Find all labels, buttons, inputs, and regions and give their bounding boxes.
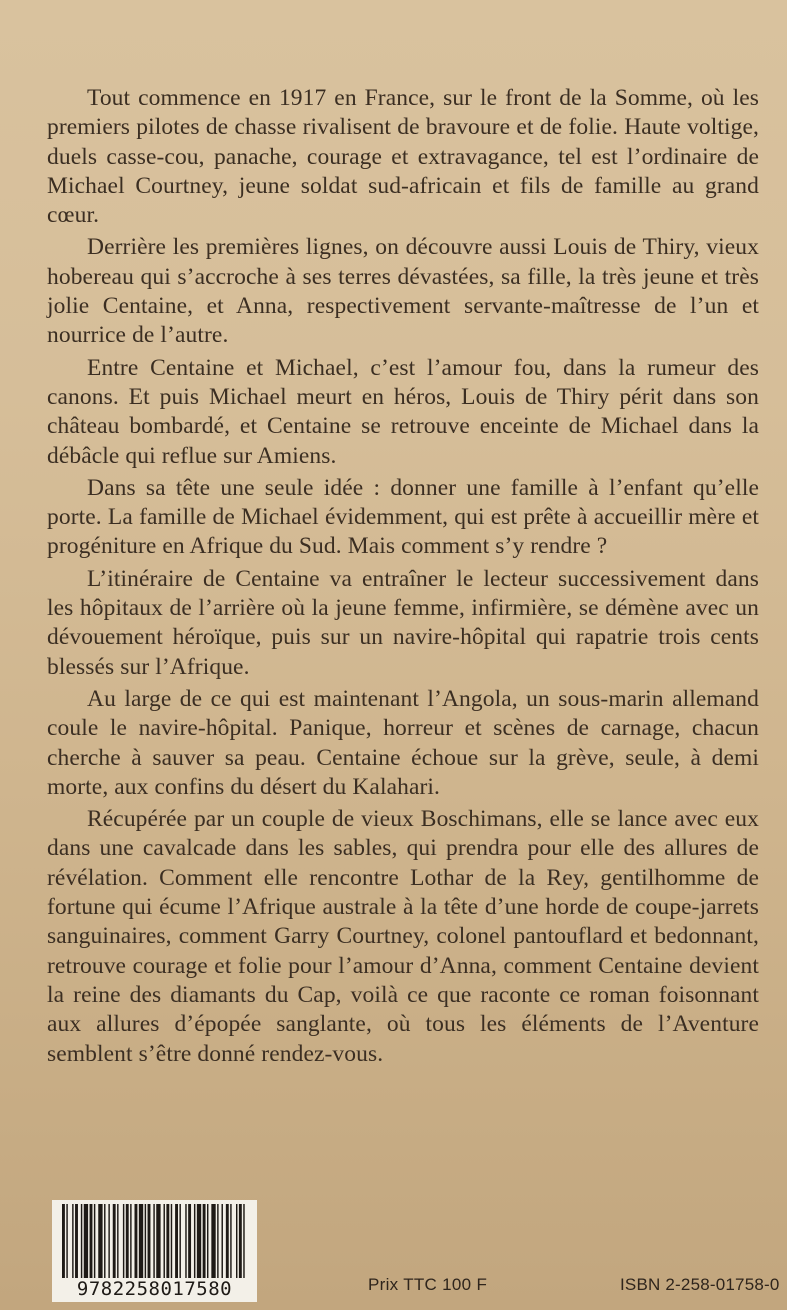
- barcode-bar: [135, 1204, 138, 1278]
- blurb-text: [47, 84, 759, 1072]
- price-label: Prix TTC 100 F: [368, 1275, 488, 1294]
- barcode-bars: [52, 1200, 257, 1280]
- blurb-paragraph-2: Derrière les premières lignes, on découvre aussi Louis de Thiry, vieux hobereau qui s’accroche à ses terres dévastées, sa fille, la très jeune et très jolie Centaine, et Anna, respectivement servante-maîtresse de l’un et nourrice de l’autre.: [47, 234, 759, 349]
- barcode-bar: [130, 1204, 131, 1278]
- barcode-bar: [156, 1204, 160, 1278]
- barcode-bar: [226, 1204, 229, 1278]
- barcode-bar: [243, 1204, 244, 1278]
- barcode-bar: [188, 1204, 191, 1278]
- blurb-paragraph-3: Entre Centaine et Michael, c’est l’amour fou, dans la rumeur des canons. Et puis Michael meurt en héros, Louis de Thiry périt dans son château bombardé, et Centaine se retrouve enceinte de Michael dans la débâcle qui reflue sur Amiens.: [47, 354, 759, 469]
- barcode-bar: [108, 1204, 109, 1278]
- barcode-bar: [139, 1204, 143, 1278]
- barcode-bar: [90, 1204, 93, 1278]
- blurb-paragraph-4: Dans sa tête une seule idée : donner une famille à l’enfant qu’elle porte. La famille de Michael évidemment, qui est prête à accueillir mère et progéniture en Afrique du Sud. Mais comment s’y rendre ?: [47, 474, 759, 560]
- barcode-bar: [239, 1204, 242, 1278]
- barcode-number: 9782258017580: [76, 1278, 233, 1300]
- barcode-bar: [236, 1204, 237, 1278]
- barcode-bar: [185, 1204, 186, 1278]
- cover-footer: [0, 1195, 787, 1310]
- barcode-bar: [194, 1204, 195, 1278]
- barcode-bar: [175, 1204, 178, 1278]
- barcode-bar: [104, 1204, 105, 1278]
- barcode-bar: [84, 1204, 88, 1278]
- blurb-paragraph-7: Récupérée par un couple de vieux Boschimans, elle se lance avec eux dans une cavalcade dans les sables, qui prendra pour elle des allures de révélation. Comment elle rencontre Lothar de la Rey, gentilhomme de fortune qui écume l’Afrique australe à la tête d’une horde de coupe-jarrets sanguinaires, comment Garry Courtney, colonel pantouflard et bedonnant, retrouve courage et folie pour l’amour d’Anna, comment Centaine devient la reine des diamants du Cap, voilà ce que raconte ce roman foisonnant aux allures d’épopée sanglante, où tous les éléments de l’Aventure semblent s’être donné rendez-vous.: [47, 806, 759, 1067]
- ean-barcode: [52, 1200, 257, 1302]
- barcode-bar: [203, 1204, 206, 1278]
- barcode-bar: [94, 1204, 95, 1278]
- barcode-bar: [166, 1204, 169, 1278]
- barcode-bar: [164, 1204, 165, 1278]
- barcode-bar: [207, 1204, 208, 1278]
- barcode-bar: [75, 1204, 78, 1278]
- barcode-bar: [98, 1204, 102, 1278]
- barcode-bar: [171, 1204, 172, 1278]
- barcode-bar: [153, 1204, 154, 1278]
- barcode-bar: [148, 1204, 151, 1278]
- barcode-bar: [113, 1204, 116, 1278]
- barcode-bar: [222, 1204, 223, 1278]
- barcode-bar: [230, 1204, 231, 1278]
- barcode-bar: [123, 1204, 124, 1278]
- barcode-bar: [145, 1204, 146, 1278]
- barcode-bar: [179, 1204, 180, 1278]
- blurb-paragraph-6: Au large de ce qui est maintenant l’Angola, un sous-marin allemand coule le navire-hôpital. Panique, horreur et scènes de carnage, chacun cherche à sauver sa peau. Centaine échoue sur la grève, seule, à demi morte, aux confins du désert du Kalahari.: [47, 685, 759, 800]
- barcode-bar: [211, 1204, 215, 1278]
- blurb-paragraph-1: Tout commence en 1917 en France, sur le front de la Somme, où les premiers pilotes de chasse rivalisent de bravoure et de folie. Haute voltige, duels casse-cou, panache, courage et extravagance, tel est l’ordinaire de Michael Courtney, jeune soldat sud-africain et fils de famille au grand cœur.: [47, 85, 759, 229]
- barcode-bar: [62, 1204, 65, 1278]
- isbn-label: ISBN 2-258-01758-0: [620, 1275, 780, 1294]
- barcode-bar: [126, 1204, 129, 1278]
- blurb-paragraph-5: L’itinéraire de Centaine va entraîner le lecteur successivement dans les hôpitaux de l’arrière où la jeune femme, infirmière, se démène avec un dévouement héroïque, puis sur un navire-hôpital qui rapatrie trois cents blessés sur l’Afrique.: [47, 565, 759, 680]
- barcode-bar: [81, 1204, 82, 1278]
- barcode-bar: [72, 1204, 73, 1278]
- barcode-bar: [197, 1204, 201, 1278]
- barcode-bar: [117, 1204, 118, 1278]
- barcode-bar: [217, 1204, 218, 1278]
- barcode-bar: [66, 1204, 67, 1278]
